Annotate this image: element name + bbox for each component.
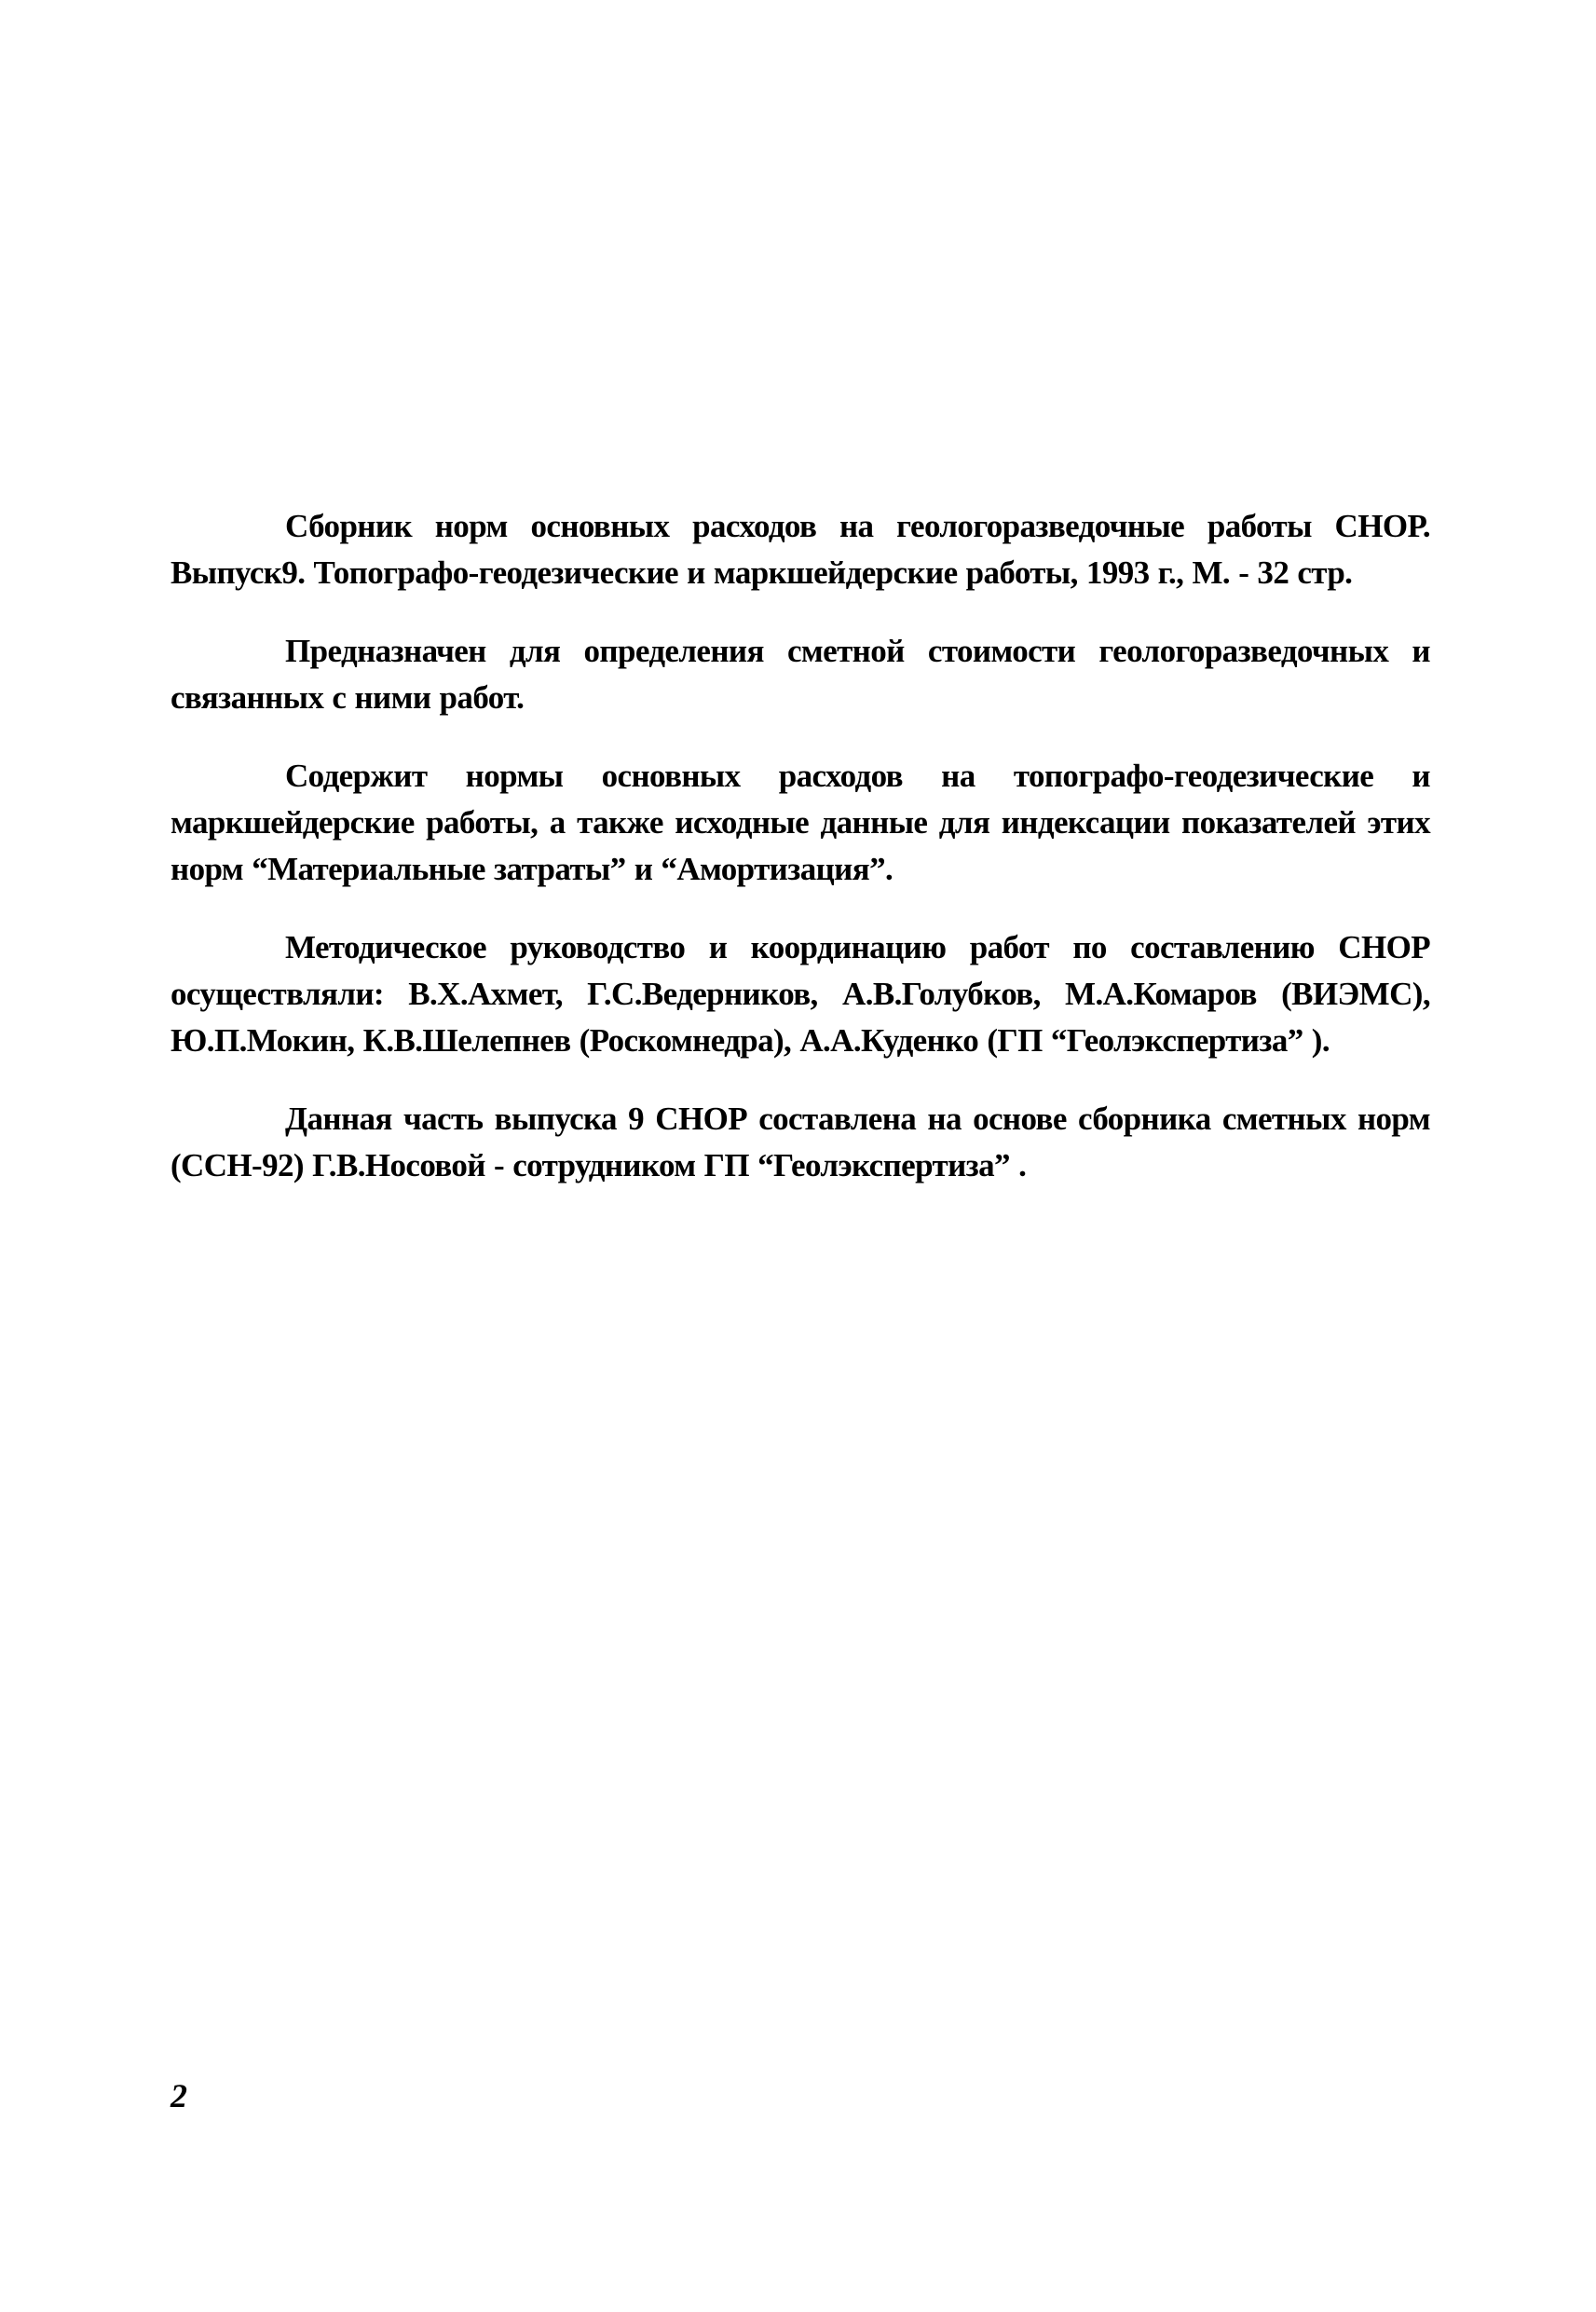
- annotation-text: [171, 503, 1430, 1221]
- page-number: 2: [171, 2077, 187, 2114]
- paragraph-contents: Содержит нормы основных расходов на топографо-геодезические и маркшейдерские работы, а также исходные данные для индексации показателей этих норм “Материальные затраты” и “Амортизация”.: [171, 758, 1430, 887]
- paragraph-authors: Методическое руководство и координацию работ по составлению СНОР осуществляли: В.Х.Ахмет, Г.С.Ведерников, А.В.Голубков, М.А.Комаров (ВИЭМС), Ю.П.Мокин, К.В.Шелепнев (Роскомнедра), А.А.Куденко (ГП “Геолэкспертиза” ).: [171, 929, 1430, 1059]
- paragraph-purpose: Предназначен для определения сметной стоимости геологоразведочных и связанных с ними работ.: [171, 633, 1430, 716]
- paragraph-basis: Данная часть выпуска 9 СНОР составлена на основе сборника сметных норм (ССН-92) Г.В.Носовой - сотрудником ГП “Геолэкспертиза” .: [171, 1101, 1430, 1183]
- paragraph-citation: Сборник норм основных расходов на геологоразведочные работы СНОР. Выпуск9. Топографо-геодезические и маркшейдерские работы, 1993 г., М. - 32 стр.: [171, 508, 1430, 591]
